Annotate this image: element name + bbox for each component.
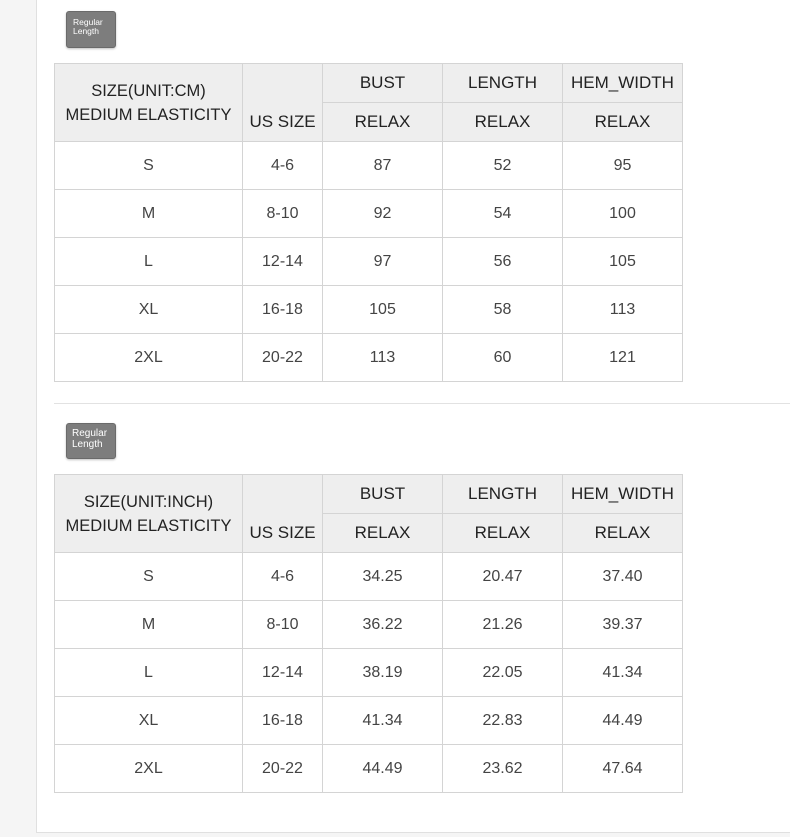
us-size-cell: 20-22 [243,745,323,793]
elasticity-label: MEDIUM ELASTICITY [65,105,232,124]
hem-width-fit-header: RELAX [563,514,683,553]
hem-width-cell: 47.64 [563,745,683,793]
us-size-cell: 16-18 [243,286,323,334]
size-unit-label: SIZE(UNIT:CM) [91,81,206,100]
us-size-cell: 12-14 [243,238,323,286]
length-header: LENGTH [443,64,563,103]
hem-width-cell: 95 [563,142,683,190]
table-row [55,745,683,793]
section-divider [54,403,790,404]
us-size-cell: 12-14 [243,649,323,697]
length-cell: 22.83 [443,697,563,745]
length-cell: 21.26 [443,601,563,649]
bust-cell: 41.34 [323,697,443,745]
bust-fit-header: RELAX [323,103,443,142]
table-header-row [55,64,683,103]
size-cell: M [55,190,243,238]
size-cell: 2XL [55,745,243,793]
size-cell: L [55,649,243,697]
size-unit-header [55,64,243,142]
bust-cell: 36.22 [323,601,443,649]
bust-cell: 38.19 [323,649,443,697]
table-row [55,649,683,697]
length-cell: 23.62 [443,745,563,793]
us-size-cell: 4-6 [243,553,323,601]
size-table-cm [54,63,683,382]
bust-cell: 87 [323,142,443,190]
regular-length-tag: Regular Length [66,11,116,48]
hem-width-cell: 37.40 [563,553,683,601]
size-cell: XL [55,697,243,745]
length-fit-header: RELAX [443,514,563,553]
bust-cell: 92 [323,190,443,238]
hem-width-fit-header: RELAX [563,103,683,142]
bust-header: BUST [323,64,443,103]
hem-width-cell: 113 [563,286,683,334]
length-cell: 54 [443,190,563,238]
size-unit-label: SIZE(UNIT:INCH) [83,492,214,511]
hem-width-header: HEM_WIDTH [563,64,683,103]
size-cell: M [55,601,243,649]
us-size-cell: 20-22 [243,334,323,382]
elasticity-label: MEDIUM ELASTICITY [65,516,232,535]
size-cell: S [55,553,243,601]
hem-width-header: HEM_WIDTH [563,475,683,514]
size-table-inch [54,474,683,793]
length-cell: 58 [443,286,563,334]
us-size-cell: 8-10 [243,190,323,238]
us-size-cell: 8-10 [243,601,323,649]
hem-width-cell: 105 [563,238,683,286]
us-size-cell: 16-18 [243,697,323,745]
bust-cell: 113 [323,334,443,382]
us-size-header: US SIZE [243,64,323,142]
table-row [55,553,683,601]
hem-width-cell: 100 [563,190,683,238]
table-row [55,334,683,382]
length-cell: 56 [443,238,563,286]
length-cell: 60 [443,334,563,382]
length-cell: 20.47 [443,553,563,601]
table-row [55,190,683,238]
size-cell: L [55,238,243,286]
bust-fit-header: RELAX [323,514,443,553]
bust-header: BUST [323,475,443,514]
length-cell: 22.05 [443,649,563,697]
bust-cell: 97 [323,238,443,286]
bust-cell: 105 [323,286,443,334]
regular-length-tag: Regular Length [66,423,116,459]
bust-cell: 44.49 [323,745,443,793]
us-size-header: US SIZE [243,475,323,553]
table-row [55,697,683,745]
hem-width-cell: 39.37 [563,601,683,649]
length-fit-header: RELAX [443,103,563,142]
table-row [55,601,683,649]
length-cell: 52 [443,142,563,190]
table-row [55,142,683,190]
hem-width-cell: 121 [563,334,683,382]
size-cell: 2XL [55,334,243,382]
size-cell: XL [55,286,243,334]
size-cell: S [55,142,243,190]
hem-width-cell: 44.49 [563,697,683,745]
length-header: LENGTH [443,475,563,514]
size-unit-header [55,475,243,553]
table-header-row [55,475,683,514]
hem-width-cell: 41.34 [563,649,683,697]
table-row [55,286,683,334]
table-row [55,238,683,286]
bust-cell: 34.25 [323,553,443,601]
us-size-cell: 4-6 [243,142,323,190]
